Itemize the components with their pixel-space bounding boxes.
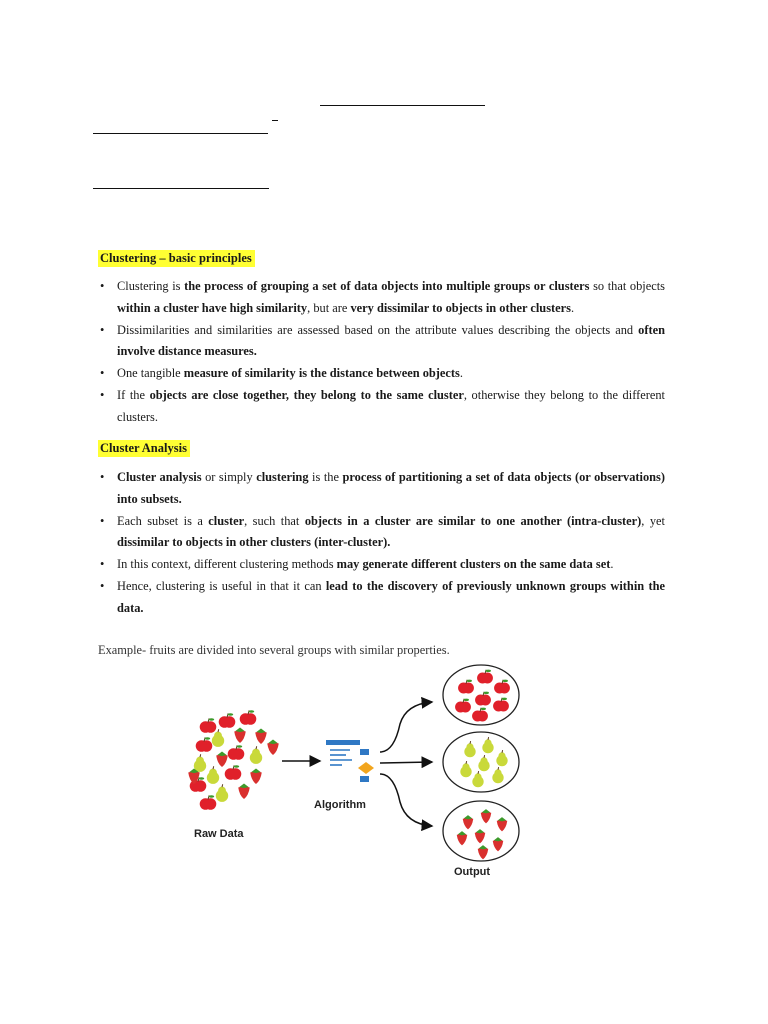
bullet-bold-text: cluster — [208, 513, 245, 528]
strawberry-icon — [234, 728, 246, 744]
bullet-text: , yet — [641, 513, 665, 528]
bullet-text: , but are — [307, 300, 351, 315]
strawberry-icon — [255, 729, 267, 745]
output-arrow-apples — [380, 702, 432, 752]
bullet-bold-text: objects are close together, they belong to the same cluster — [149, 387, 464, 402]
bullet-bold-text: very dissimilar to objects in other clusters — [350, 300, 571, 315]
apple-icon — [240, 710, 257, 724]
output-label: Output — [454, 866, 491, 878]
apple-icon — [228, 745, 245, 759]
bullet-bold-text: measure of similarity is the distance between objects — [183, 366, 460, 381]
pear-icon — [194, 754, 206, 772]
section-heading-basic-principles: Clustering – basic principles — [98, 250, 255, 267]
bullet-item — [100, 554, 665, 576]
pear-icon — [212, 729, 224, 747]
algorithm-icon — [326, 740, 374, 782]
bullet-bold-text: the process of grouping a set of data objects into multiple groups or clusters — [184, 279, 590, 293]
bullet-text: , such that — [244, 513, 305, 528]
clustering-diagram — [180, 664, 580, 882]
bullet-item — [100, 276, 665, 320]
bullet-item — [100, 320, 665, 364]
bullet-bold-text: may generate different clusters on the same data set — [336, 557, 611, 572]
bullet-dot: • — [100, 470, 105, 484]
bullet-text: In this context, different clustering methods — [117, 557, 337, 572]
author-underline — [93, 188, 269, 189]
bullet-bold-text: within a cluster have high similarity — [117, 300, 308, 315]
apple-icon — [225, 765, 242, 779]
cluster-analysis-list — [100, 467, 665, 620]
strawberry-icon — [238, 784, 250, 800]
bullet-item — [100, 385, 665, 429]
bullet-dot: • — [100, 578, 105, 593]
bullet-text: Clustering is — [117, 279, 185, 293]
algorithm-label: Algorithm — [314, 799, 366, 811]
example-caption: Example- fruits are divided into several groups with similar properties. — [98, 643, 450, 657]
bullet-text: , otherwise they belong to the different clusters. — [117, 387, 665, 424]
apple-icon — [196, 737, 213, 751]
bullet-bold-text: objects in a cluster are similar to one another (intra-cluster) — [304, 513, 642, 528]
bullet-dot: • — [100, 366, 105, 381]
bullet-text: . — [610, 557, 614, 572]
bullet-text: Dissimilarities and similarities are assessed based on the attribute values describing the objects and — [117, 322, 639, 337]
bullet-dot: • — [100, 387, 105, 402]
bullet-dot: • — [100, 513, 105, 528]
pear-icon — [216, 784, 228, 802]
bullet-text: If the — [117, 387, 150, 402]
output-arrow-strawberries — [380, 774, 432, 826]
strawberry-icon — [267, 740, 279, 756]
basic-principles-list — [100, 276, 665, 429]
bullet-text: so that objects — [589, 279, 665, 293]
pear-icon — [250, 746, 262, 764]
bullet-text: . — [459, 366, 463, 381]
bullet-text: is the — [308, 470, 343, 484]
bullet-item — [100, 363, 665, 385]
bullet-text: . — [570, 300, 575, 315]
bullet-bold-text: Cluster analysis — [117, 470, 202, 484]
subtitle-underline — [93, 133, 268, 134]
bullet-bold-text: clustering — [256, 470, 309, 484]
bullet-text: Hence, clustering is useful in that it can — [117, 578, 326, 593]
apple-icon — [200, 718, 217, 732]
bullet-dot: • — [100, 557, 105, 572]
apple-icon — [219, 713, 236, 727]
output-arrow-pears — [380, 762, 432, 763]
section-heading-cluster-analysis: Cluster Analysis — [98, 440, 190, 457]
bullet-text: Each subset is a — [117, 513, 209, 528]
raw-data-label: Raw Data — [194, 828, 244, 840]
apple-icon — [200, 795, 217, 809]
bullet-item — [100, 576, 665, 620]
bullet-dot: • — [100, 279, 105, 293]
bullet-bold-text: often involve distance measures. — [117, 322, 665, 359]
bullet-bold-text: process of partitioning a set of data objects (or observations) into subsets. — [117, 470, 665, 506]
title-underline — [320, 105, 485, 106]
bullet-bold-text: dissimilar to objects in other clusters (inter-cluster). — [117, 535, 391, 550]
bullet-item — [100, 467, 665, 511]
pear-icon — [207, 766, 219, 784]
bullet-text: or simply — [201, 470, 257, 484]
strawberry-icon — [250, 769, 262, 785]
raw-data-fruits — [188, 710, 279, 809]
title-dash — [272, 120, 278, 121]
bullet-dot: • — [100, 322, 105, 337]
strawberry-icon — [216, 752, 228, 768]
bullet-item — [100, 511, 665, 555]
bullet-bold-text: lead to the discovery of previously unknown groups within the data. — [117, 578, 665, 615]
bullet-text: One tangible — [117, 366, 184, 381]
